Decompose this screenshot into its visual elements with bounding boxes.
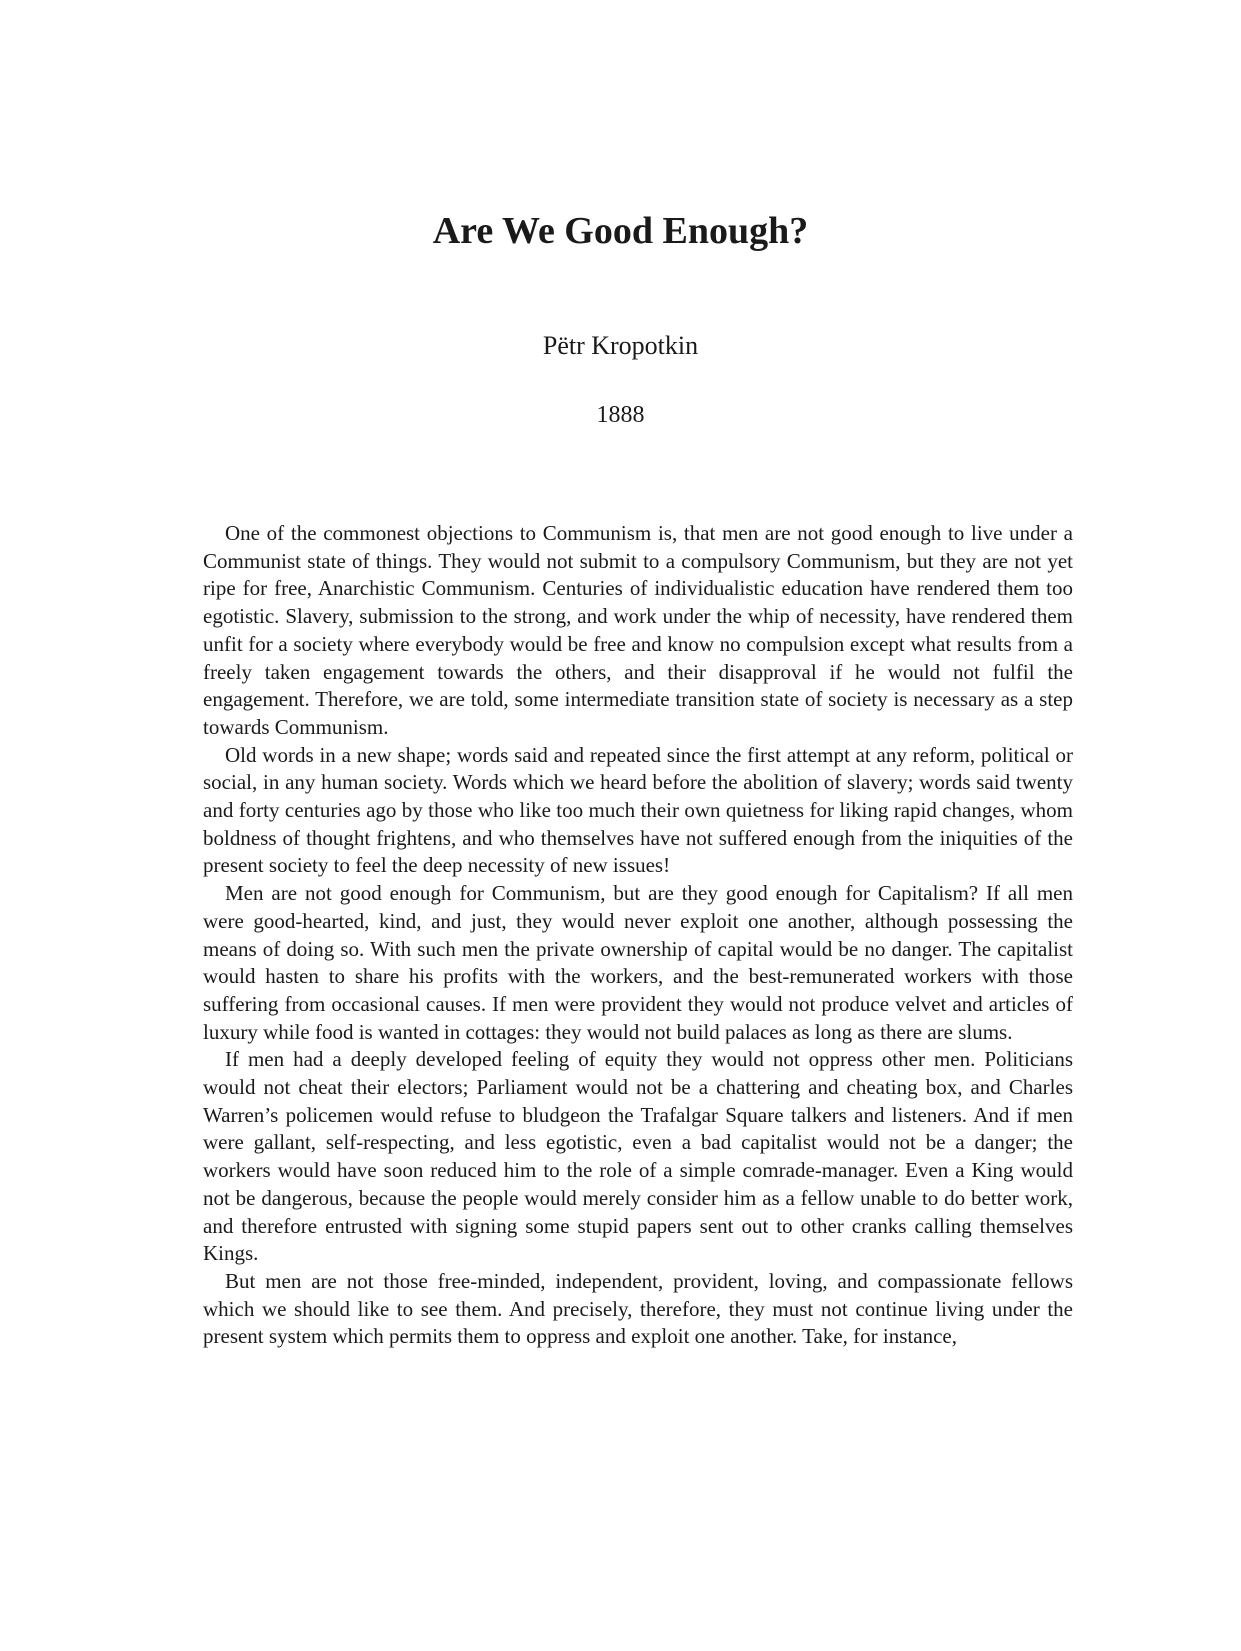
document-author: Pëtr Kropotkin: [542, 331, 699, 360]
document-body: [203, 520, 1073, 1351]
paragraph: Old words in a new shape; words said and repeated since the first attempt at any reform, political or social, in any human society. Words which we heard before the abolition of slavery; words said twenty and forty centuries ago by those who like too much their own quietness for liking rapid changes, whom boldness of thought frightens, and who themselves have not suffered enough from the iniquities of the present society to feel the deep necessity of new issues!: [203, 742, 1073, 878]
document-year: 1888: [596, 402, 645, 428]
paragraph: If men had a deeply developed feeling of equity they would not oppress other men. Politicians would not cheat their electors; Parliament would not be a chattering and cheating box, and Charles Warren’s policemen would refuse to bludgeon the Trafalgar Square talkers and listeners. And if men were gallant, self-respecting, and less egotistic, even a bad capitalist would not be a danger; the workers would have soon reduced him to the role of a simple comrade-manager. Even a King would not be dangerous, because the people would merely consider him as a fellow unable to do better work, and therefore entrusted with signing some stupid papers sent out to other cranks calling themselves Kings.: [203, 1047, 1073, 1266]
document-title: Are We Good Enough?: [432, 210, 809, 252]
paragraph: Men are not good enough for Communism, but are they good enough for Capitalism? If all men were good-hearted, kind, and just, they would never exploit one another, although possessing the means of doing so. With such men the private ownership of capital would be no danger. The capitalist would hasten to share his profits with the workers, and the best-remunerated workers with those suffering from occasional causes. If men were provident they would not produce velvet and articles of luxury while food is wanted in cottages: they would not build palaces as long as there are slums.: [203, 881, 1073, 1044]
paragraph: One of the commonest objections to Communism is, that men are not good enough to live under a Communist state of things. They would not submit to a compulsory Communism, but they are not yet ripe for free, Anarchistic Communism. Centuries of individualistic education have rendered them too egotistic. Slavery, submission to the strong, and work under the whip of necessity, have rendered them unfit for a society where everybody would be free and know no compulsion except what results from a freely taken engagement towards the others, and their disapproval if he would not fulfil the engagement. Therefore, we are told, some intermediate transition state of society is necessary as a step towards Communism.: [203, 521, 1073, 739]
paragraph: But men are not those free-minded, independent, provident, loving, and compassionate fellows which we should like to see them. And precisely, therefore, they must not continue living under the present system which permits them to oppress and exploit one another. Take, for instance,: [203, 1268, 1073, 1349]
